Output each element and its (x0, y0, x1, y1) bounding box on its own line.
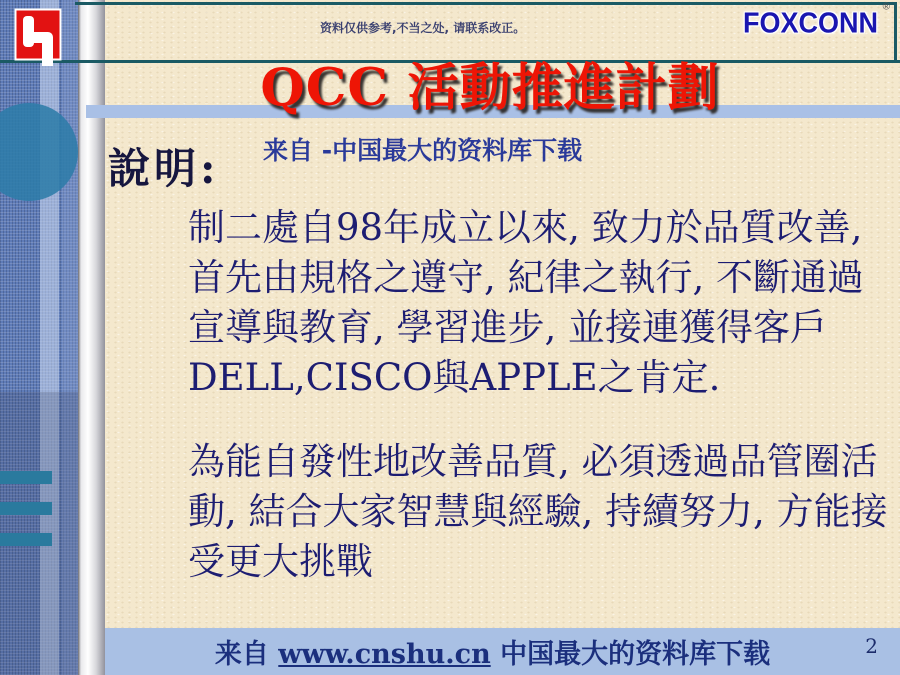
slide-title: QCC 活動推進計劃 (260, 58, 720, 118)
body-paragraph-1: 制二處自98年成立以來, 致力於品質改善, 首先由規格之遵守, 紀律之執行, 不斷通過宣導與教育, 學習進步, 並接連獲得客戶DELL,CISCO與APPLE之肯定. (188, 206, 865, 399)
footer-link[interactable]: www.cnshu.cn (278, 639, 491, 670)
sidebar-teal-bar-3 (0, 533, 52, 546)
footer-source-text (215, 632, 770, 671)
sidebar-teal-bar-2 (0, 502, 52, 515)
body-text-block (188, 203, 888, 621)
footer-prefix: 来自 (214, 639, 279, 670)
body-paragraph-2: 為能自發性地改善品質, 必須透過品管圈活動, 結合大家智慧與經驗, 持續努力, 方能接受更大挑戰 (188, 440, 888, 583)
foxconn-logo (743, 0, 890, 40)
page-number: 2 (865, 634, 878, 658)
explanation-label: 說明: (108, 144, 220, 193)
registered-trademark-icon: ® (882, 0, 890, 13)
bevel-edge-strip (78, 0, 105, 675)
watermark-text: 来自 -中国最大的资料库下载 (263, 136, 583, 165)
header-rule-top (75, 2, 897, 5)
footer-suffix: 中国最大的资料库下载 (490, 639, 771, 670)
disclaimer-text: 资料仅供参考,不当之处, 请联系改正。 (320, 21, 526, 35)
sidebar-fabric-decoration (0, 0, 78, 675)
hon-hai-h-logo-icon (14, 8, 64, 68)
h-logo-svg (14, 8, 64, 68)
footer-band (105, 628, 900, 675)
header-rule-right (894, 2, 897, 63)
foxconn-logo-text: FOXCONN (743, 7, 878, 39)
sidebar-teal-bar-1 (0, 471, 52, 484)
